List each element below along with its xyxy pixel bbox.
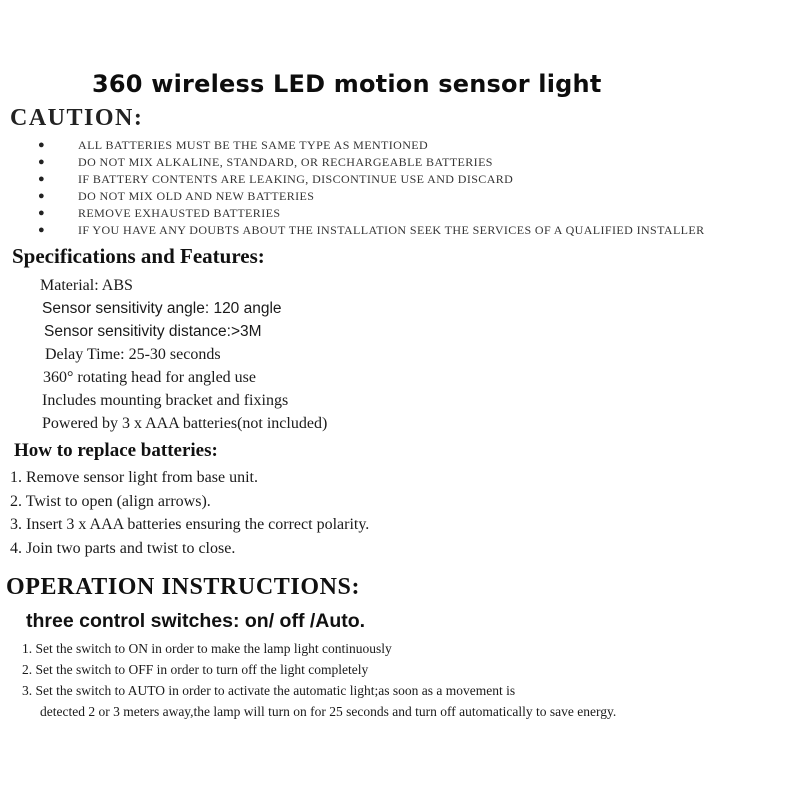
howto-step: 3. Insert 3 x AAA batteries ensuring the correct polarity. [10, 516, 370, 533]
caution-item-text: DO NOT MIX OLD AND NEW BATTERIES [78, 189, 315, 203]
bullet-icon: ● [38, 173, 46, 185]
operation-list [22, 638, 616, 722]
caution-item-text: IF BATTERY CONTENTS ARE LEAKING, DISCONTINUE USE AND DISCARD [78, 172, 514, 186]
caution-item [0, 222, 705, 239]
caution-item-text: DO NOT MIX ALKALINE, STANDARD, OR RECHARGEABLE BATTERIES [78, 155, 493, 169]
bullet-icon: ● [38, 156, 46, 168]
caution-item [0, 154, 705, 171]
spec-item: Powered by 3 x AAA batteries(not included) [42, 415, 328, 432]
spec-item: 360° rotating head for angled use [43, 369, 256, 386]
howto-step: 2. Twist to open (align arrows). [10, 492, 211, 510]
bullet-icon: ● [38, 139, 46, 151]
howto-step: 4. Join two parts and twist to close. [10, 539, 236, 557]
caution-item-text: IF YOU HAVE ANY DOUBTS ABOUT THE INSTALLATION SEEK THE SERVICES OF A QUALIFIED INSTALLER [78, 223, 705, 237]
bullet-icon: ● [38, 207, 46, 219]
caution-item [0, 205, 705, 222]
bullet-icon: ● [38, 190, 46, 202]
specs-heading: Specifications and Features: [12, 244, 265, 268]
howto-list [10, 466, 369, 560]
operation-step-continuation: detected 2 or 3 meters away,the lamp will turn on for 25 seconds and turn off automatically to save energy. [40, 704, 617, 719]
howto-step: 1. Remove sensor light from base unit. [10, 469, 258, 486]
caution-item-text: REMOVE EXHAUSTED BATTERIES [78, 206, 281, 220]
spec-item: Sensor sensitivity distance:>3M [44, 323, 262, 340]
operation-step: 2. Set the switch to OFF in order to turn off the light completely [22, 662, 369, 677]
operation-step: 3. Set the switch to AUTO in order to activate the automatic light;as soon as a movement is [22, 683, 516, 698]
spec-item: Delay Time: 25-30 seconds [45, 346, 221, 363]
specs-list [40, 274, 327, 435]
caution-heading: CAUTION: [10, 105, 144, 131]
caution-item-text: ALL BATTERIES MUST BE THE SAME TYPE AS MENTIONED [78, 138, 429, 152]
operation-heading: OPERATION INSTRUCTIONS: [6, 574, 361, 600]
caution-item [0, 171, 705, 188]
caution-item [0, 137, 705, 154]
caution-item [0, 188, 705, 205]
howto-heading: How to replace batteries: [14, 440, 218, 461]
caution-list [0, 137, 705, 239]
spec-item: Material: ABS [40, 277, 133, 294]
operation-subheading: three control switches: on/ off /Auto. [26, 610, 366, 632]
spec-item: Includes mounting bracket and fixings [42, 392, 289, 409]
product-title: 360 wireless LED motion sensor light [92, 70, 602, 98]
spec-item: Sensor sensitivity angle: 120 angle [42, 300, 282, 317]
bullet-icon: ● [38, 224, 46, 236]
operation-step: 1. Set the switch to ON in order to make the lamp light continuously [22, 641, 392, 656]
